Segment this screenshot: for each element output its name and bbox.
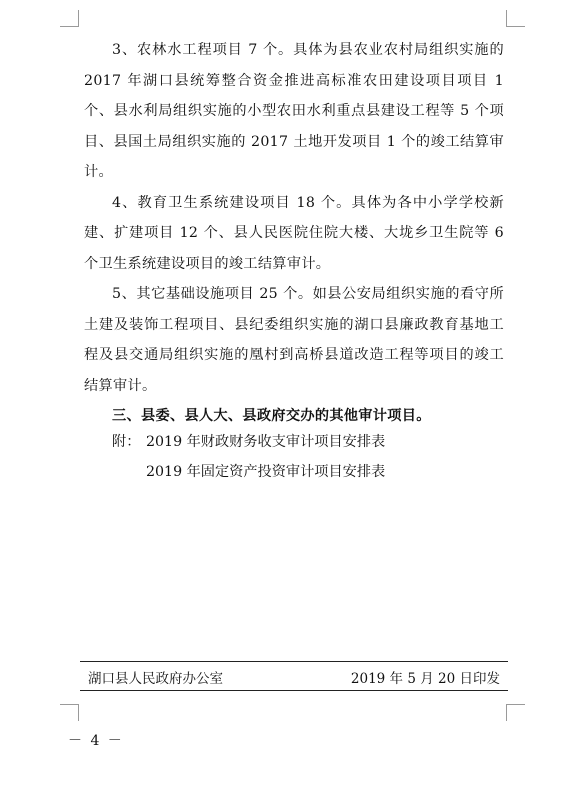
footer-issuer: 湖口县人民政府办公室 bbox=[88, 671, 223, 687]
attachment-item: 2019 年固定资产投资审计项目安排表 bbox=[146, 464, 386, 480]
crop-mark-top-right bbox=[506, 10, 525, 27]
crop-mark-top-left bbox=[60, 10, 79, 27]
crop-mark-bottom-right bbox=[506, 704, 525, 721]
section-heading: 三、县委、县人大、县政府交办的其他审计项目。 bbox=[112, 408, 431, 424]
attachments bbox=[112, 427, 385, 487]
paragraph-education-health-projects: 4、教育卫生系统建设项目 18 个。具体为各中小学学校新建、扩建项目 12 个、县人民医院住院大楼、大垅乡卫生院等 6 个卫生系统建设项目的竣工结算审计。 bbox=[84, 194, 504, 272]
attachment-item: 2019 年财政财务收支审计项目安排表 bbox=[146, 434, 386, 450]
footer-rule-bottom bbox=[80, 690, 508, 691]
crop-mark-bottom-left bbox=[60, 704, 79, 721]
body-text bbox=[84, 35, 504, 432]
attachment-label: 附： bbox=[112, 434, 141, 450]
page-number: － 4 － bbox=[68, 733, 124, 749]
paragraph-agriculture-projects: 3、农林水工程项目 7 个。具体为县农业农村局组织实施的 2017 年湖口县统筹整合资金推进高标准农田建设项目项目 1 个、县水利局组织实施的小型农田水利重点县建设工程等 5 个项目、县国土局组织实施的 2017 土地开发项目 1 个的竣工结算审计。 bbox=[84, 42, 504, 180]
footer-issue-date: 2019 年 5 月 20 日印发 bbox=[350, 671, 500, 687]
footer-rule-top bbox=[80, 661, 508, 662]
paragraph-infrastructure-projects: 5、其它基础设施项目 25 个。如县公安局组织实施的看守所土建及装饰工程项目、县纪委组织实施的湖口县廉政教育基地工程及县交通局组织实施的凰村到高桥县道改造工程等项目的竣工结算审计。 bbox=[84, 286, 504, 394]
